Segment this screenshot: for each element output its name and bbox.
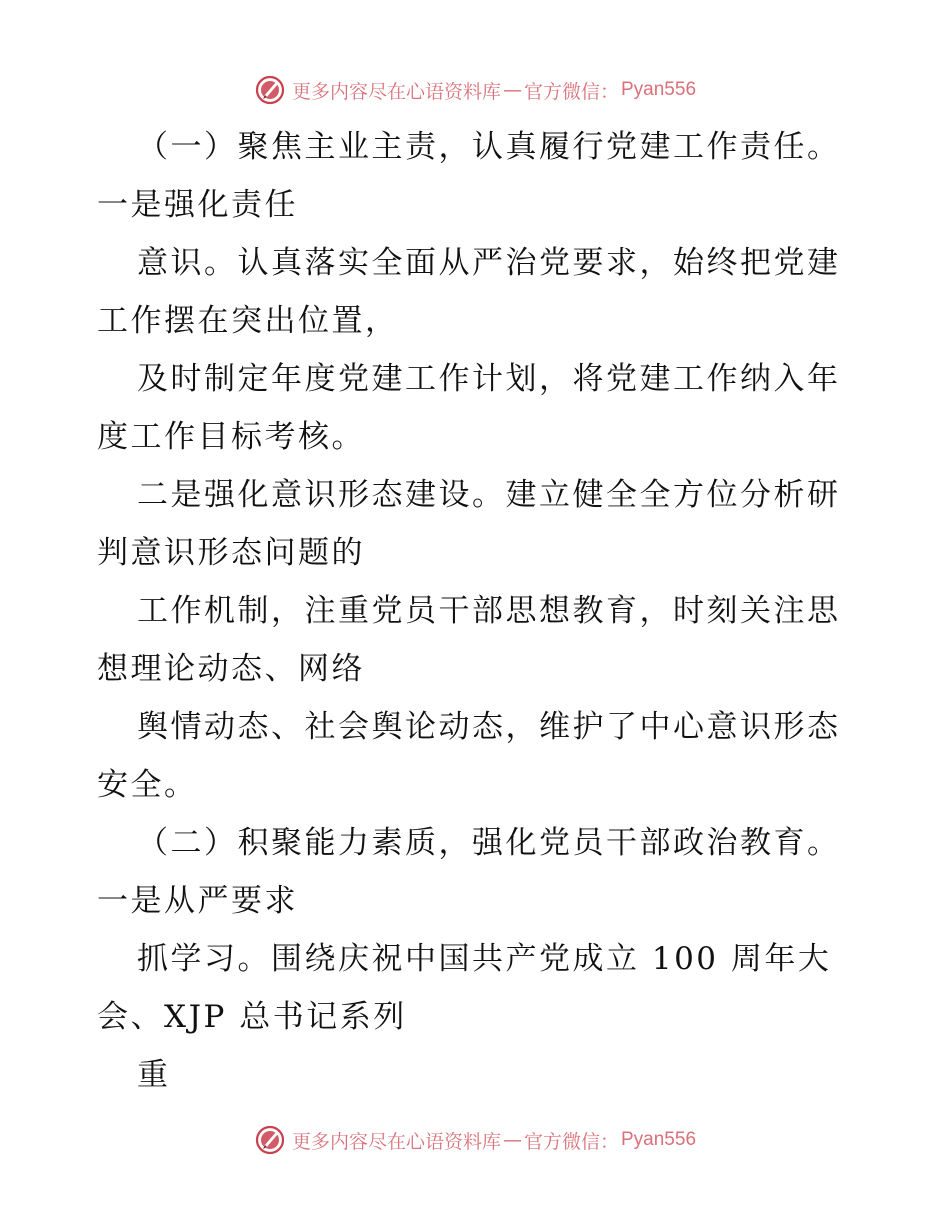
watermark-wechat-id: Pyan556 [621, 1129, 697, 1150]
watermark-dash: — [502, 1129, 522, 1151]
body-line: 及时制定年度党建工作计划，将党建工作纳入年 [137, 361, 841, 397]
watermark-official-label: 官方微信： [523, 1130, 619, 1153]
body-line: 意识。认真落实全面从严治党要求，始终把党建 [137, 245, 841, 281]
document-body [97, 118, 857, 1104]
body-line: 舆情动态、社会舆论动态，维护了中心意识形态 [137, 709, 841, 745]
body-line: 工作机制，注重党员干部思想教育，时刻关注思 [137, 593, 841, 629]
body-line: 抓学习。围绕庆祝中国共产党成立 100 周年大 [137, 941, 832, 977]
quill-pen-seal-icon [254, 74, 286, 106]
body-line: 重 [137, 1057, 171, 1093]
watermark-wechat-id: Pyan556 [621, 79, 697, 100]
watermark-site-name: 更多内容尽在心语资料库 [291, 80, 501, 103]
body-line: 安全。 [97, 767, 198, 803]
header-watermark [0, 70, 950, 110]
body-line: 想理论动态、网络 [97, 651, 365, 687]
watermark-dash: — [502, 79, 522, 101]
body-line: 判意识形态问题的 [97, 535, 365, 571]
body-line: 会、XJP 总书记系列 [97, 999, 407, 1035]
body-line: （一）聚焦主业主责，认真履行党建工作责任。 [137, 129, 841, 165]
watermark-site-name: 更多内容尽在心语资料库 [291, 1130, 501, 1153]
body-line: 一是从严要求 [97, 883, 298, 919]
body-line: （二）积聚能力素质，强化党员干部政治教育。 [137, 825, 841, 861]
body-line: 一是强化责任 [97, 187, 298, 223]
body-line: 工作摆在突出位置， [97, 303, 399, 339]
watermark-official-label: 官方微信： [523, 80, 619, 103]
body-line: 度工作目标考核。 [97, 419, 365, 455]
footer-watermark [0, 1120, 950, 1160]
body-line: 二是强化意识形态建设。建立健全全方位分析研 [137, 477, 841, 513]
quill-pen-seal-icon [254, 1124, 286, 1156]
